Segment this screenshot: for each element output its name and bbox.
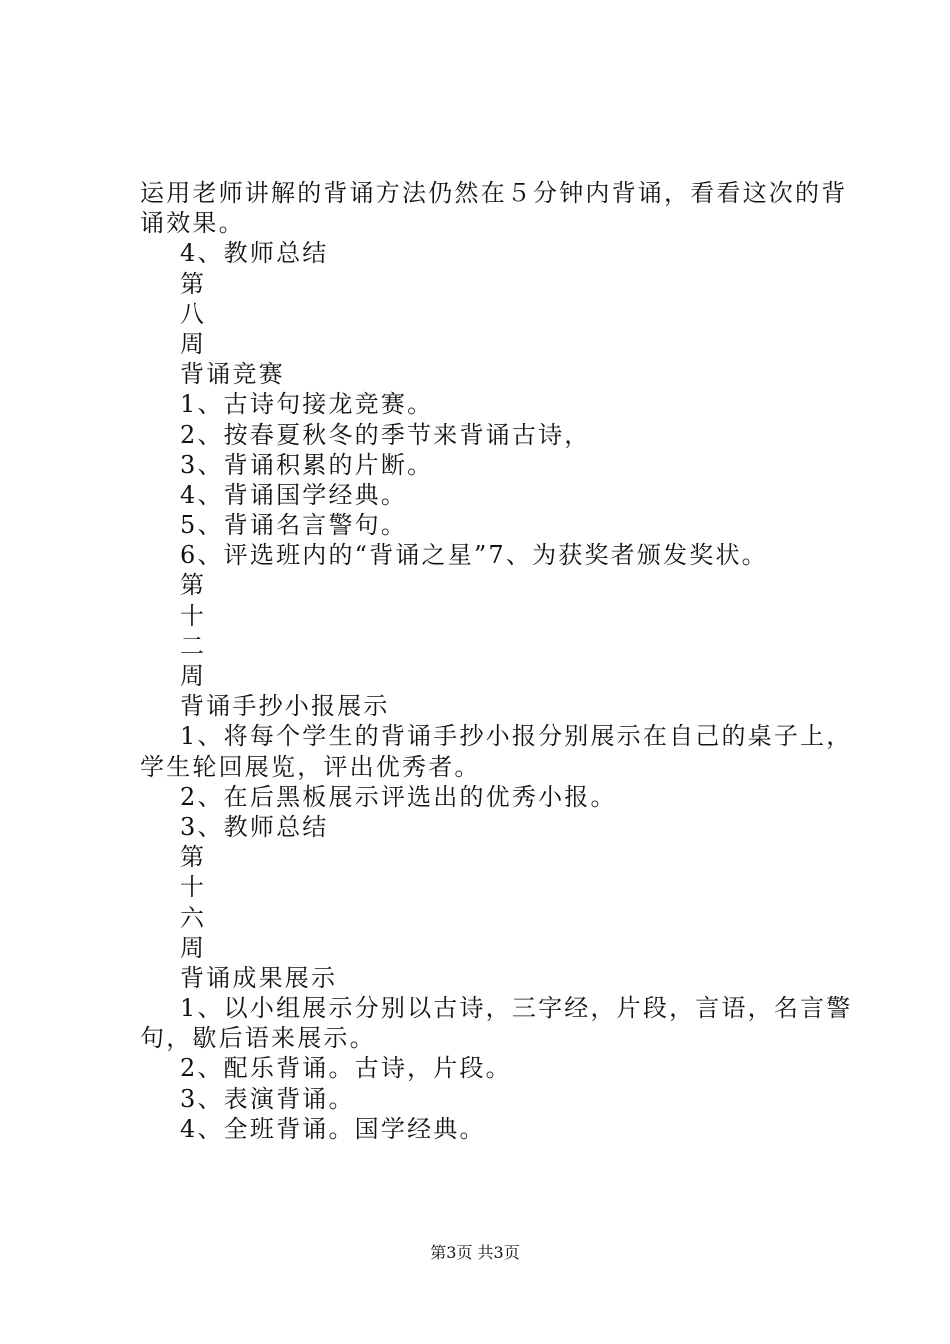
text-line: 3、背诵积累的片断。: [180, 450, 434, 479]
text-line: 4、教师总结: [180, 239, 329, 268]
text-line: 十: [180, 873, 207, 902]
text-line: 2、在后黑板展示评选出的优秀小报。: [180, 782, 617, 811]
document-body: [140, 178, 853, 1144]
text-line: 1、古诗句接龙竞赛。: [180, 390, 434, 419]
text-line: 2、按春夏秋冬的季节来背诵古诗，: [180, 420, 591, 449]
text-line: 周: [180, 933, 207, 962]
text-line: 学生轮回展览，评出优秀者。: [140, 752, 481, 781]
text-line: 第: [180, 843, 207, 872]
text-line: 十: [180, 601, 207, 630]
text-line: 六: [180, 903, 207, 932]
page-footer: [0, 1243, 950, 1263]
text-line: 6、评选班内的“背诵之星”7、为获奖者颁发奖状。: [180, 541, 768, 570]
text-line: 第: [180, 571, 207, 600]
text-line: 运用老师讲解的背诵方法仍然在５分钟内背诵，看看这次的背: [140, 179, 848, 207]
page-number-label: 第3页 共3页: [430, 1243, 520, 1262]
text-line: 4、背诵国学经典。: [180, 480, 408, 509]
text-line: 诵效果。: [140, 209, 245, 238]
text-line: 八: [180, 299, 207, 328]
text-line: 背诵竞赛: [180, 360, 285, 389]
text-line: 3、表演背诵。: [180, 1084, 355, 1113]
text-line: 背诵手抄小报展示: [180, 692, 390, 721]
text-line: 二: [180, 631, 207, 660]
text-line: 5、背诵名言警句。: [180, 511, 408, 540]
text-line: 句，歇后语来展示。: [140, 1024, 376, 1053]
text-line: 背诵成果展示: [180, 963, 338, 992]
text-line: 2、配乐背诵。古诗，片段。: [180, 1054, 512, 1083]
text-line: 1、将每个学生的背诵手抄小报分别展示在自己的桌子上，: [180, 722, 853, 751]
text-line: 周: [180, 662, 207, 690]
text-line: 周: [180, 329, 207, 358]
text-line: 第: [180, 269, 207, 298]
text-line: 3、教师总结: [180, 812, 329, 841]
text-line: 4、全班背诵。国学经典。: [180, 1114, 486, 1143]
text-line: 1、以小组展示分别以古诗，三字经，片段，言语，名言警: [180, 994, 853, 1023]
